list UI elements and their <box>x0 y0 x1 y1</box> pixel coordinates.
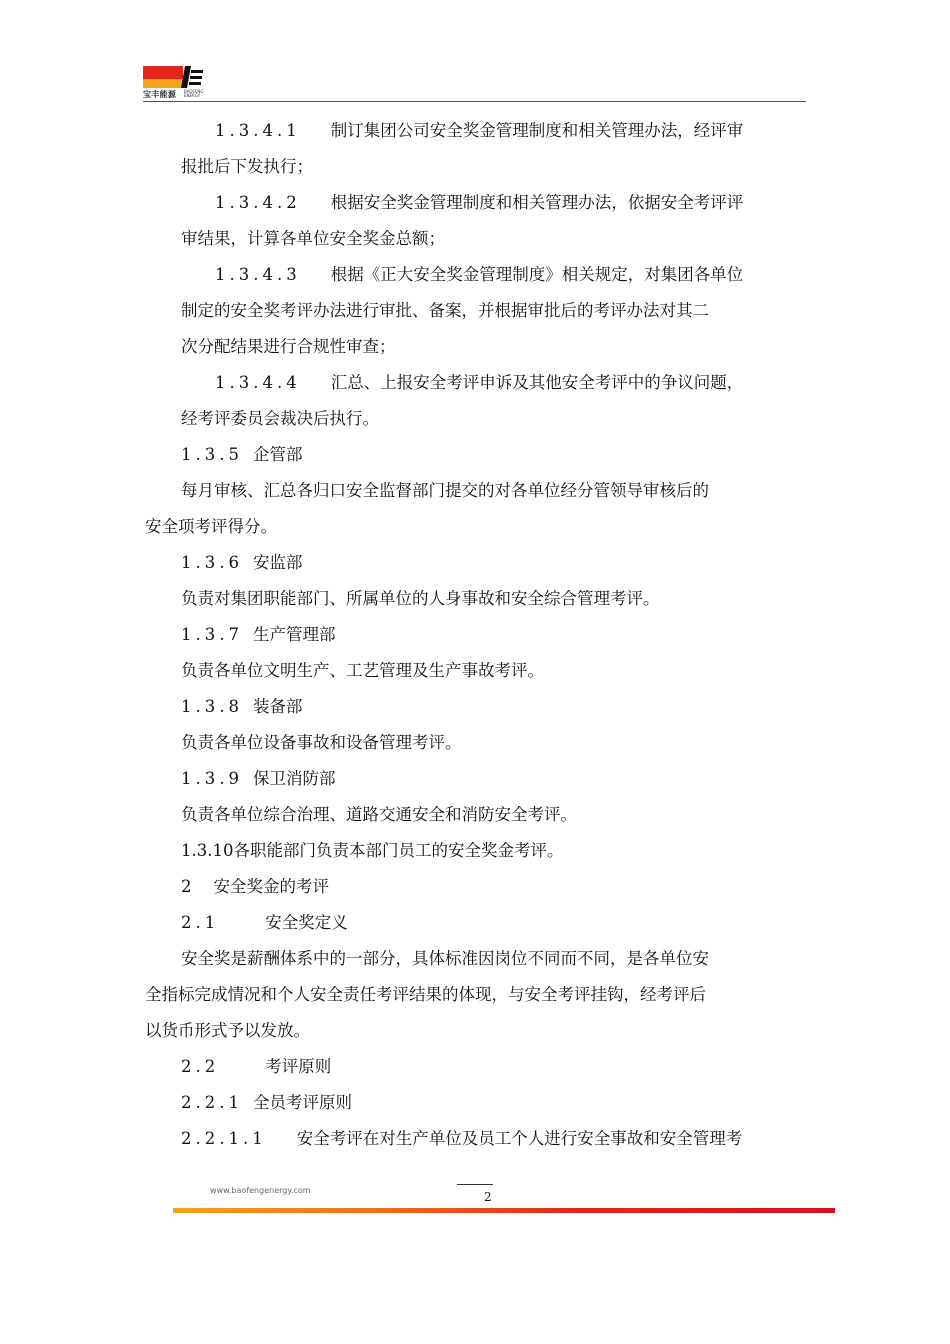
paragraph-1-3-4-1-cont: 报批后下发执行； <box>181 157 313 176</box>
section-1-3-8-heading: 1.3.8 装备部 <box>181 697 303 716</box>
logo-english-name: BAOFENG ENERGY <box>184 89 204 98</box>
section-2-heading: 2 安全奖金的考评 <box>181 877 329 896</box>
paragraph-1-3-4-4: 1.3.4.4 汇总、上报安全考评申诉及其他安全考评中的争议问题， <box>215 373 744 392</box>
header-divider <box>143 101 806 102</box>
paragraph-1-3-4-2-cont: 审结果，计算各单位安全奖金总额； <box>181 229 445 248</box>
section-2-1-heading: 2.1 安全奖定义 <box>181 913 348 932</box>
paragraph-1-3-4-3-cont2: 次分配结果进行合规性审查； <box>181 337 396 356</box>
section-2-1-body-cont2: 以货币形式予以发放。 <box>145 1021 310 1040</box>
section-1-3-9-heading: 1.3.9 保卫消防部 <box>181 769 336 788</box>
logo-chinese-name: 宝丰能源 <box>143 90 177 99</box>
page-number-rule <box>457 1184 493 1185</box>
section-2-2-1-1: 2.2.1.1 安全考评在对生产单位及员工个人进行安全事故和安全管理考 <box>181 1129 743 1148</box>
section-1-3-6-body: 负责对集团职能部门、所属单位的人身事故和安全综合管理考评。 <box>181 589 660 608</box>
page-number: 2 <box>484 1190 492 1204</box>
footer-url: www.baofengenergy.com <box>210 1186 311 1195</box>
section-2-1-body: 安全奖是薪酬体系中的一部分，具体标准因岗位不同而不同，是各单位安 <box>181 949 709 968</box>
section-1-3-5-heading: 1.3.5 企管部 <box>181 445 303 464</box>
logo-orange-block <box>143 79 183 88</box>
document-body <box>145 113 807 1157</box>
section-2-2-heading: 2.2 考评原则 <box>181 1057 332 1076</box>
paragraph-1-3-4-3: 1.3.4.3 根据《正大安全奖金管理制度》相关规定，对集团各单位 <box>215 265 744 284</box>
logo-red-block <box>143 66 183 79</box>
section-1-3-10: 1.3.10各职能部门负责本部门员工的安全奖金考评。 <box>181 841 564 860</box>
paragraph-1-3-4-1: 1.3.4.1 制订集团公司安全奖金管理制度和相关管理办法，经评审 <box>215 121 744 140</box>
section-1-3-7-heading: 1.3.7 生产管理部 <box>181 625 336 644</box>
logo-mark-icon <box>181 66 205 88</box>
section-1-3-5-body: 每月审核、汇总各归口安全监督部门提交的对各单位经分管领导审核后的 <box>181 481 709 500</box>
company-logo <box>143 66 209 100</box>
paragraph-1-3-4-3-cont: 制定的安全奖考评办法进行审批、备案，并根据审批后的考评办法对其二 <box>181 301 709 320</box>
footer-color-bar <box>173 1208 835 1213</box>
section-1-3-7-body: 负责各单位文明生产、工艺管理及生产事故考评。 <box>181 661 544 680</box>
section-1-3-9-body: 负责各单位综合治理、道路交通安全和消防安全考评。 <box>181 805 577 824</box>
section-2-2-1-heading: 2.2.1 全员考评原则 <box>181 1093 352 1112</box>
section-1-3-6-heading: 1.3.6 安监部 <box>181 553 303 572</box>
section-1-3-8-body: 负责各单位设备事故和设备管理考评。 <box>181 733 462 752</box>
paragraph-1-3-4-4-cont: 经考评委员会裁决后执行。 <box>181 409 379 428</box>
paragraph-1-3-4-2: 1.3.4.2 根据安全奖金管理制度和相关管理办法，依据安全考评评 <box>215 193 744 212</box>
section-2-1-body-cont: 全指标完成情况和个人安全责任考评结果的体现，与安全考评挂钩，经考评后 <box>145 985 706 1004</box>
section-1-3-5-body-cont: 安全项考评得分。 <box>145 517 277 536</box>
